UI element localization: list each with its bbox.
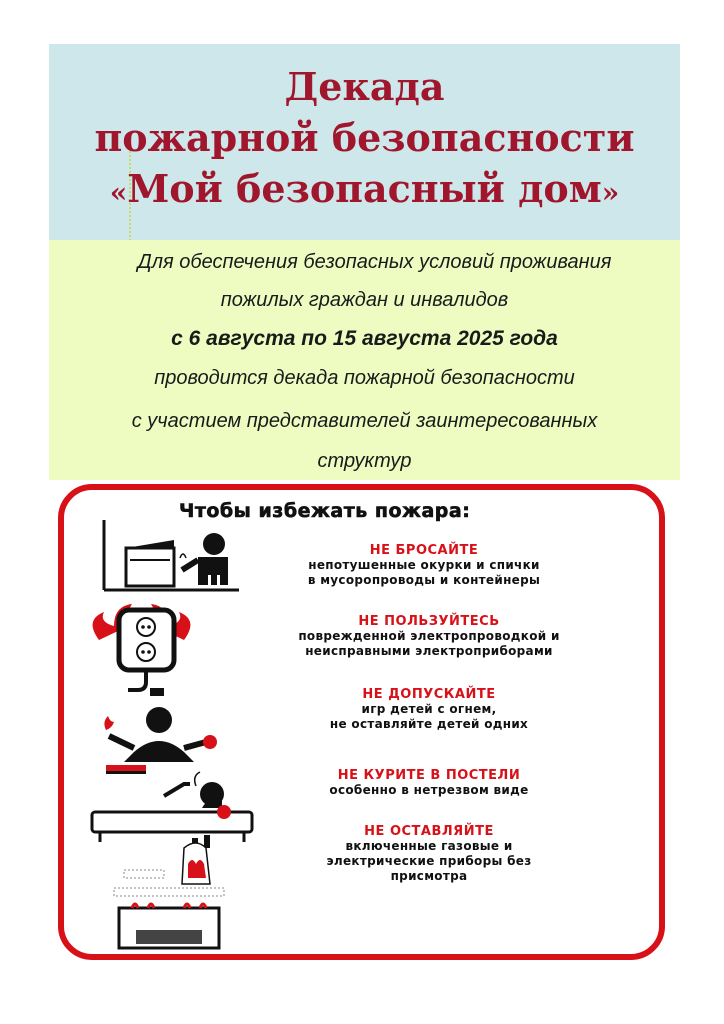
open-quote: «: [109, 176, 128, 209]
rule-5: [259, 824, 599, 884]
close-quote: »: [601, 176, 620, 209]
burning-stove-icon: [114, 843, 224, 948]
title-quoted-text: Мой безопасный дом: [127, 166, 602, 211]
rule-4-body-line-1: особенно в нетрезвом виде: [329, 783, 529, 797]
title-line-2: пожарной безопасности: [94, 115, 635, 160]
title-banner: [49, 44, 680, 240]
rule-5-head: НЕ ОСТАВЛЯЙТЕ: [364, 824, 494, 839]
info-line-4: проводится декада пожарной безопасности: [154, 367, 575, 389]
info-line-1: Для обеспечения безопасных условий проживания: [137, 251, 612, 273]
burning-socket-icon: [93, 604, 191, 696]
child-with-fire-icon: [104, 707, 217, 774]
rule-1-head: НЕ БРОСАЙТЕ: [369, 543, 479, 558]
info-panel: [49, 240, 680, 480]
fire-safety-poster: [58, 484, 665, 960]
rule-2: [229, 614, 629, 659]
rule-4: [264, 768, 594, 798]
title-line-1: Декада: [284, 64, 445, 109]
rule-4-head: НЕ КУРИТЕ В ПОСТЕЛИ: [337, 768, 521, 783]
rule-2-head: НЕ ПОЛЬЗУЙТЕСЬ: [358, 614, 500, 629]
rule-5-body-line-2: электрические приборы без: [326, 854, 532, 868]
trash-chute-icon: [104, 520, 239, 590]
rule-3-body-line-1: игр детей с огнем,: [361, 702, 497, 716]
rule-3-head: НЕ ДОПУСКАЙТЕ: [362, 687, 496, 702]
rule-1-body-line-2: в мусоропроводы и контейнеры: [307, 573, 541, 587]
rule-5-body-line-3: присмотра: [390, 869, 468, 883]
smoking-in-bed-icon: [92, 772, 252, 848]
rule-5-body-line-1: включенные газовые и: [345, 839, 513, 853]
title-line-3: [49, 166, 680, 211]
rule-3-body-line-2: не оставляйте детей одних: [329, 717, 529, 731]
rule-3: [259, 687, 599, 732]
rule-2-body-line-2: неисправными электроприборами: [305, 644, 553, 658]
rule-1: [259, 543, 589, 588]
poster-title: Чтобы избежать пожара:: [179, 500, 471, 522]
info-dates: с 6 августа по 15 августа 2025 года: [171, 327, 558, 350]
rule-2-body-line-1: поврежденной электропроводкой и: [298, 629, 560, 643]
rule-1-body-line-1: непотушенные окурки и спички: [308, 558, 540, 572]
info-line-6: структур: [317, 450, 412, 472]
info-line-5: с участием представителей заинтересованных: [131, 410, 598, 432]
info-line-2: пожилых граждан и инвалидов: [220, 289, 509, 311]
